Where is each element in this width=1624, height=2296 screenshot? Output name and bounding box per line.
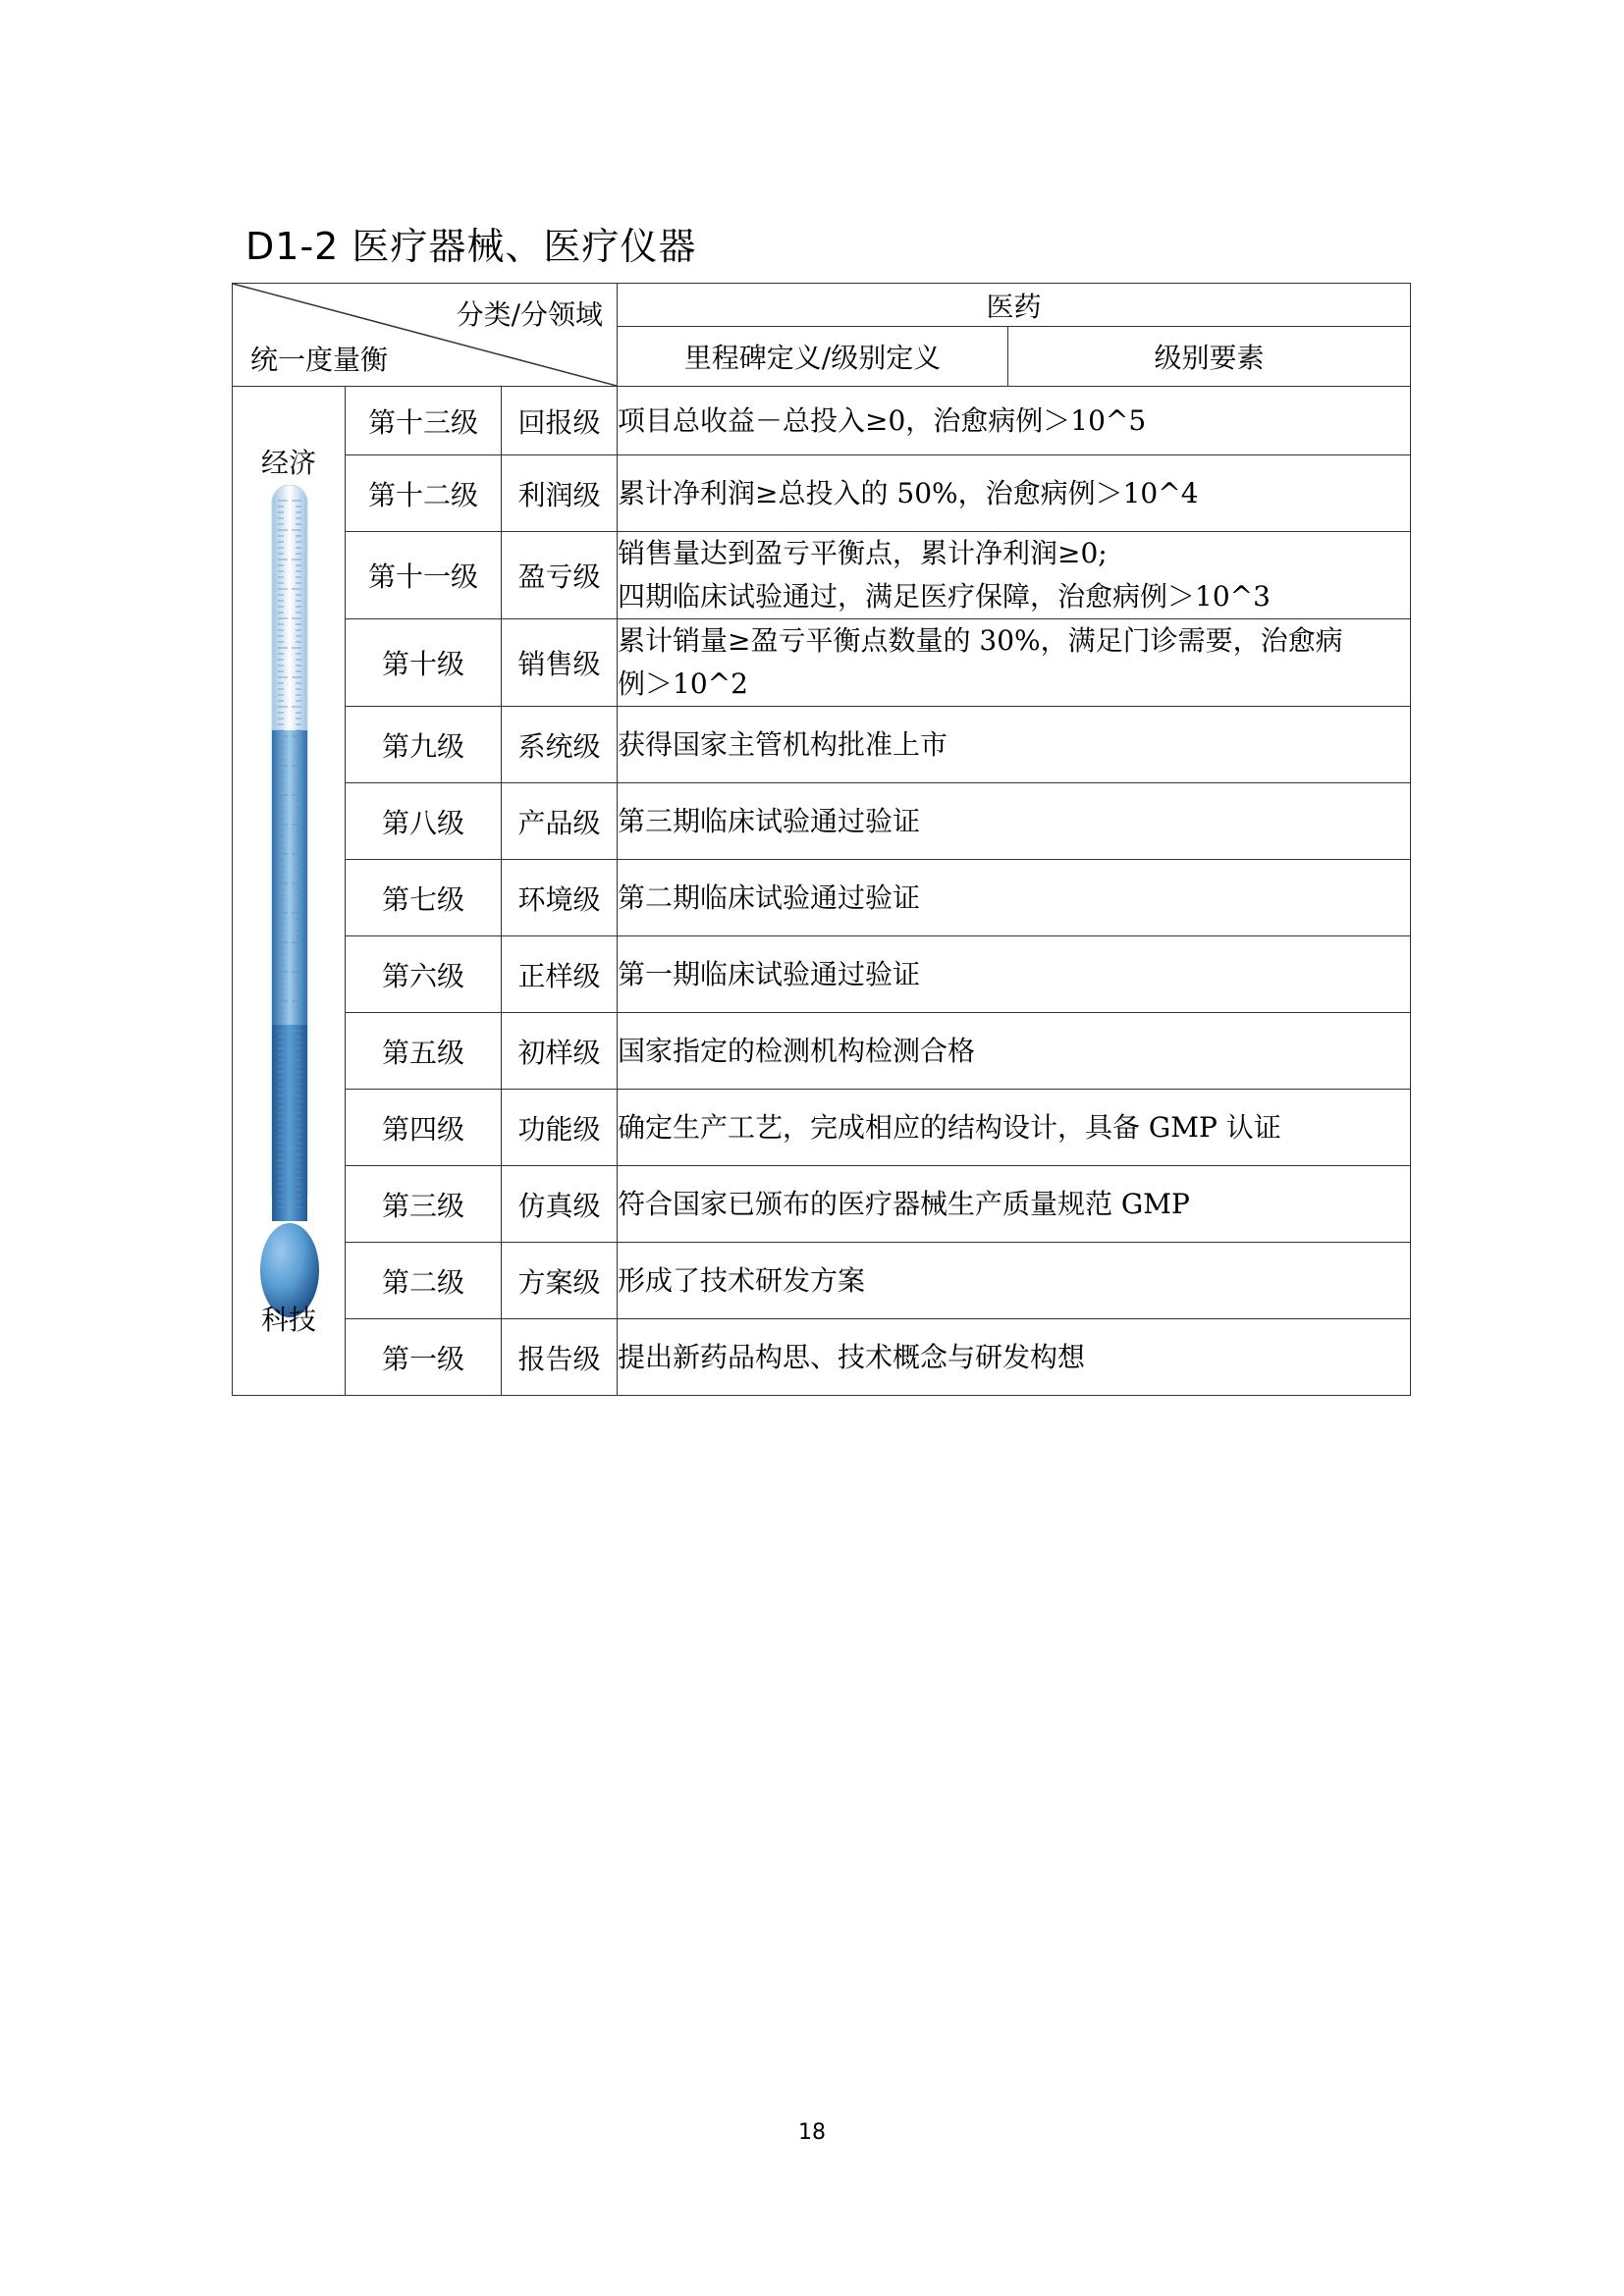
level-name: 环境级 [502, 860, 618, 936]
header-unified-measure-label: 统一度量衡 [250, 344, 389, 376]
level-definition [618, 1090, 1411, 1166]
page-title: D1-2 医疗器械、医疗仪器 [245, 225, 697, 268]
header-category-label: 分类/分领域 [456, 298, 604, 331]
level-number: 第三级 [346, 1166, 502, 1243]
level-number: 第十一级 [346, 532, 502, 619]
table-row [233, 707, 1411, 783]
definition-line: 第三期临床试验通过验证 [618, 804, 921, 837]
thermometer-icon [258, 485, 321, 1329]
definition-line: 累计净利润≥总投入的 50%，治愈病例＞10^4 [618, 476, 1199, 509]
level-name: 功能级 [502, 1090, 618, 1166]
level-definition [618, 387, 1411, 455]
table-row [233, 532, 1411, 619]
table-row [233, 1090, 1411, 1166]
technology-label: 科技 [260, 1304, 316, 1336]
level-name: 销售级 [502, 619, 618, 707]
level-name: 初样级 [502, 1013, 618, 1090]
level-definition [618, 783, 1411, 860]
table-row [233, 387, 1411, 455]
table-row [233, 936, 1411, 1013]
table-row [233, 619, 1411, 707]
definition-line: 确定生产工艺，完成相应的结构设计，具备 GMP 认证 [618, 1110, 1281, 1144]
level-number: 第九级 [346, 707, 502, 783]
definition-line: 四期临床试验通过，满足医疗保障，治愈病例＞10^3 [618, 580, 1271, 613]
level-definition [618, 1319, 1411, 1396]
header-domain: 医药 [618, 284, 1411, 327]
header-diagonal-cell [233, 284, 618, 387]
level-name: 盈亏级 [502, 532, 618, 619]
definition-line: 符合国家已颁布的医疗器械生产质量规范 GMP [618, 1187, 1190, 1220]
definition-line: 提出新药品构思、技术概念与研发构想 [618, 1340, 1086, 1373]
level-name: 正样级 [502, 936, 618, 1013]
level-definition [618, 1013, 1411, 1090]
level-definition [618, 860, 1411, 936]
level-definition [618, 532, 1411, 619]
level-number: 第四级 [346, 1090, 502, 1166]
header-elements: 级别要素 [1008, 327, 1411, 387]
header-milestone: 里程碑定义/级别定义 [618, 327, 1008, 387]
definition-line: 第二期临床试验通过验证 [618, 881, 921, 914]
level-number: 第八级 [346, 783, 502, 860]
definition-line: 销售量达到盈亏平衡点，累计净利润≥0; [618, 537, 1108, 569]
table-row [233, 1166, 1411, 1243]
level-name: 产品级 [502, 783, 618, 860]
level-name: 利润级 [502, 455, 618, 532]
thermometer-cell [233, 387, 346, 1396]
table-row [233, 1243, 1411, 1319]
level-definition [618, 707, 1411, 783]
level-number: 第十级 [346, 619, 502, 707]
level-name: 方案级 [502, 1243, 618, 1319]
level-number: 第五级 [346, 1013, 502, 1090]
level-definition [618, 455, 1411, 532]
level-name: 报告级 [502, 1319, 618, 1396]
level-table [232, 283, 1411, 1396]
level-number: 第二级 [346, 1243, 502, 1319]
table-row [233, 1319, 1411, 1396]
economy-label: 经济 [260, 447, 316, 479]
level-number: 第十二级 [346, 455, 502, 532]
level-definition [618, 936, 1411, 1013]
level-name: 回报级 [502, 387, 618, 455]
level-definition [618, 619, 1411, 707]
definition-line: 第一期临床试验通过验证 [618, 957, 921, 990]
level-number: 第一级 [346, 1319, 502, 1396]
definition-line: 项目总收益－总投入≥0，治愈病例＞10^5 [618, 403, 1147, 437]
level-number: 第十三级 [346, 387, 502, 455]
table-row [233, 860, 1411, 936]
table-row [233, 455, 1411, 532]
definition-line: 形成了技术研发方案 [618, 1263, 866, 1297]
table-row [233, 1013, 1411, 1090]
definition-line: 国家指定的检测机构检测合格 [618, 1034, 976, 1067]
table-row [233, 783, 1411, 860]
level-definition [618, 1243, 1411, 1319]
definition-line: 获得国家主管机构批准上市 [618, 727, 948, 761]
definition-line: 例＞10^2 [618, 667, 748, 700]
level-number: 第六级 [346, 936, 502, 1013]
level-number: 第七级 [346, 860, 502, 936]
page-number: 18 [798, 2120, 826, 2145]
level-name: 仿真级 [502, 1166, 618, 1243]
definition-line: 累计销量≥盈亏平衡点数量的 30%，满足门诊需要，治愈病 [618, 624, 1343, 657]
level-definition [618, 1166, 1411, 1243]
level-name: 系统级 [502, 707, 618, 783]
